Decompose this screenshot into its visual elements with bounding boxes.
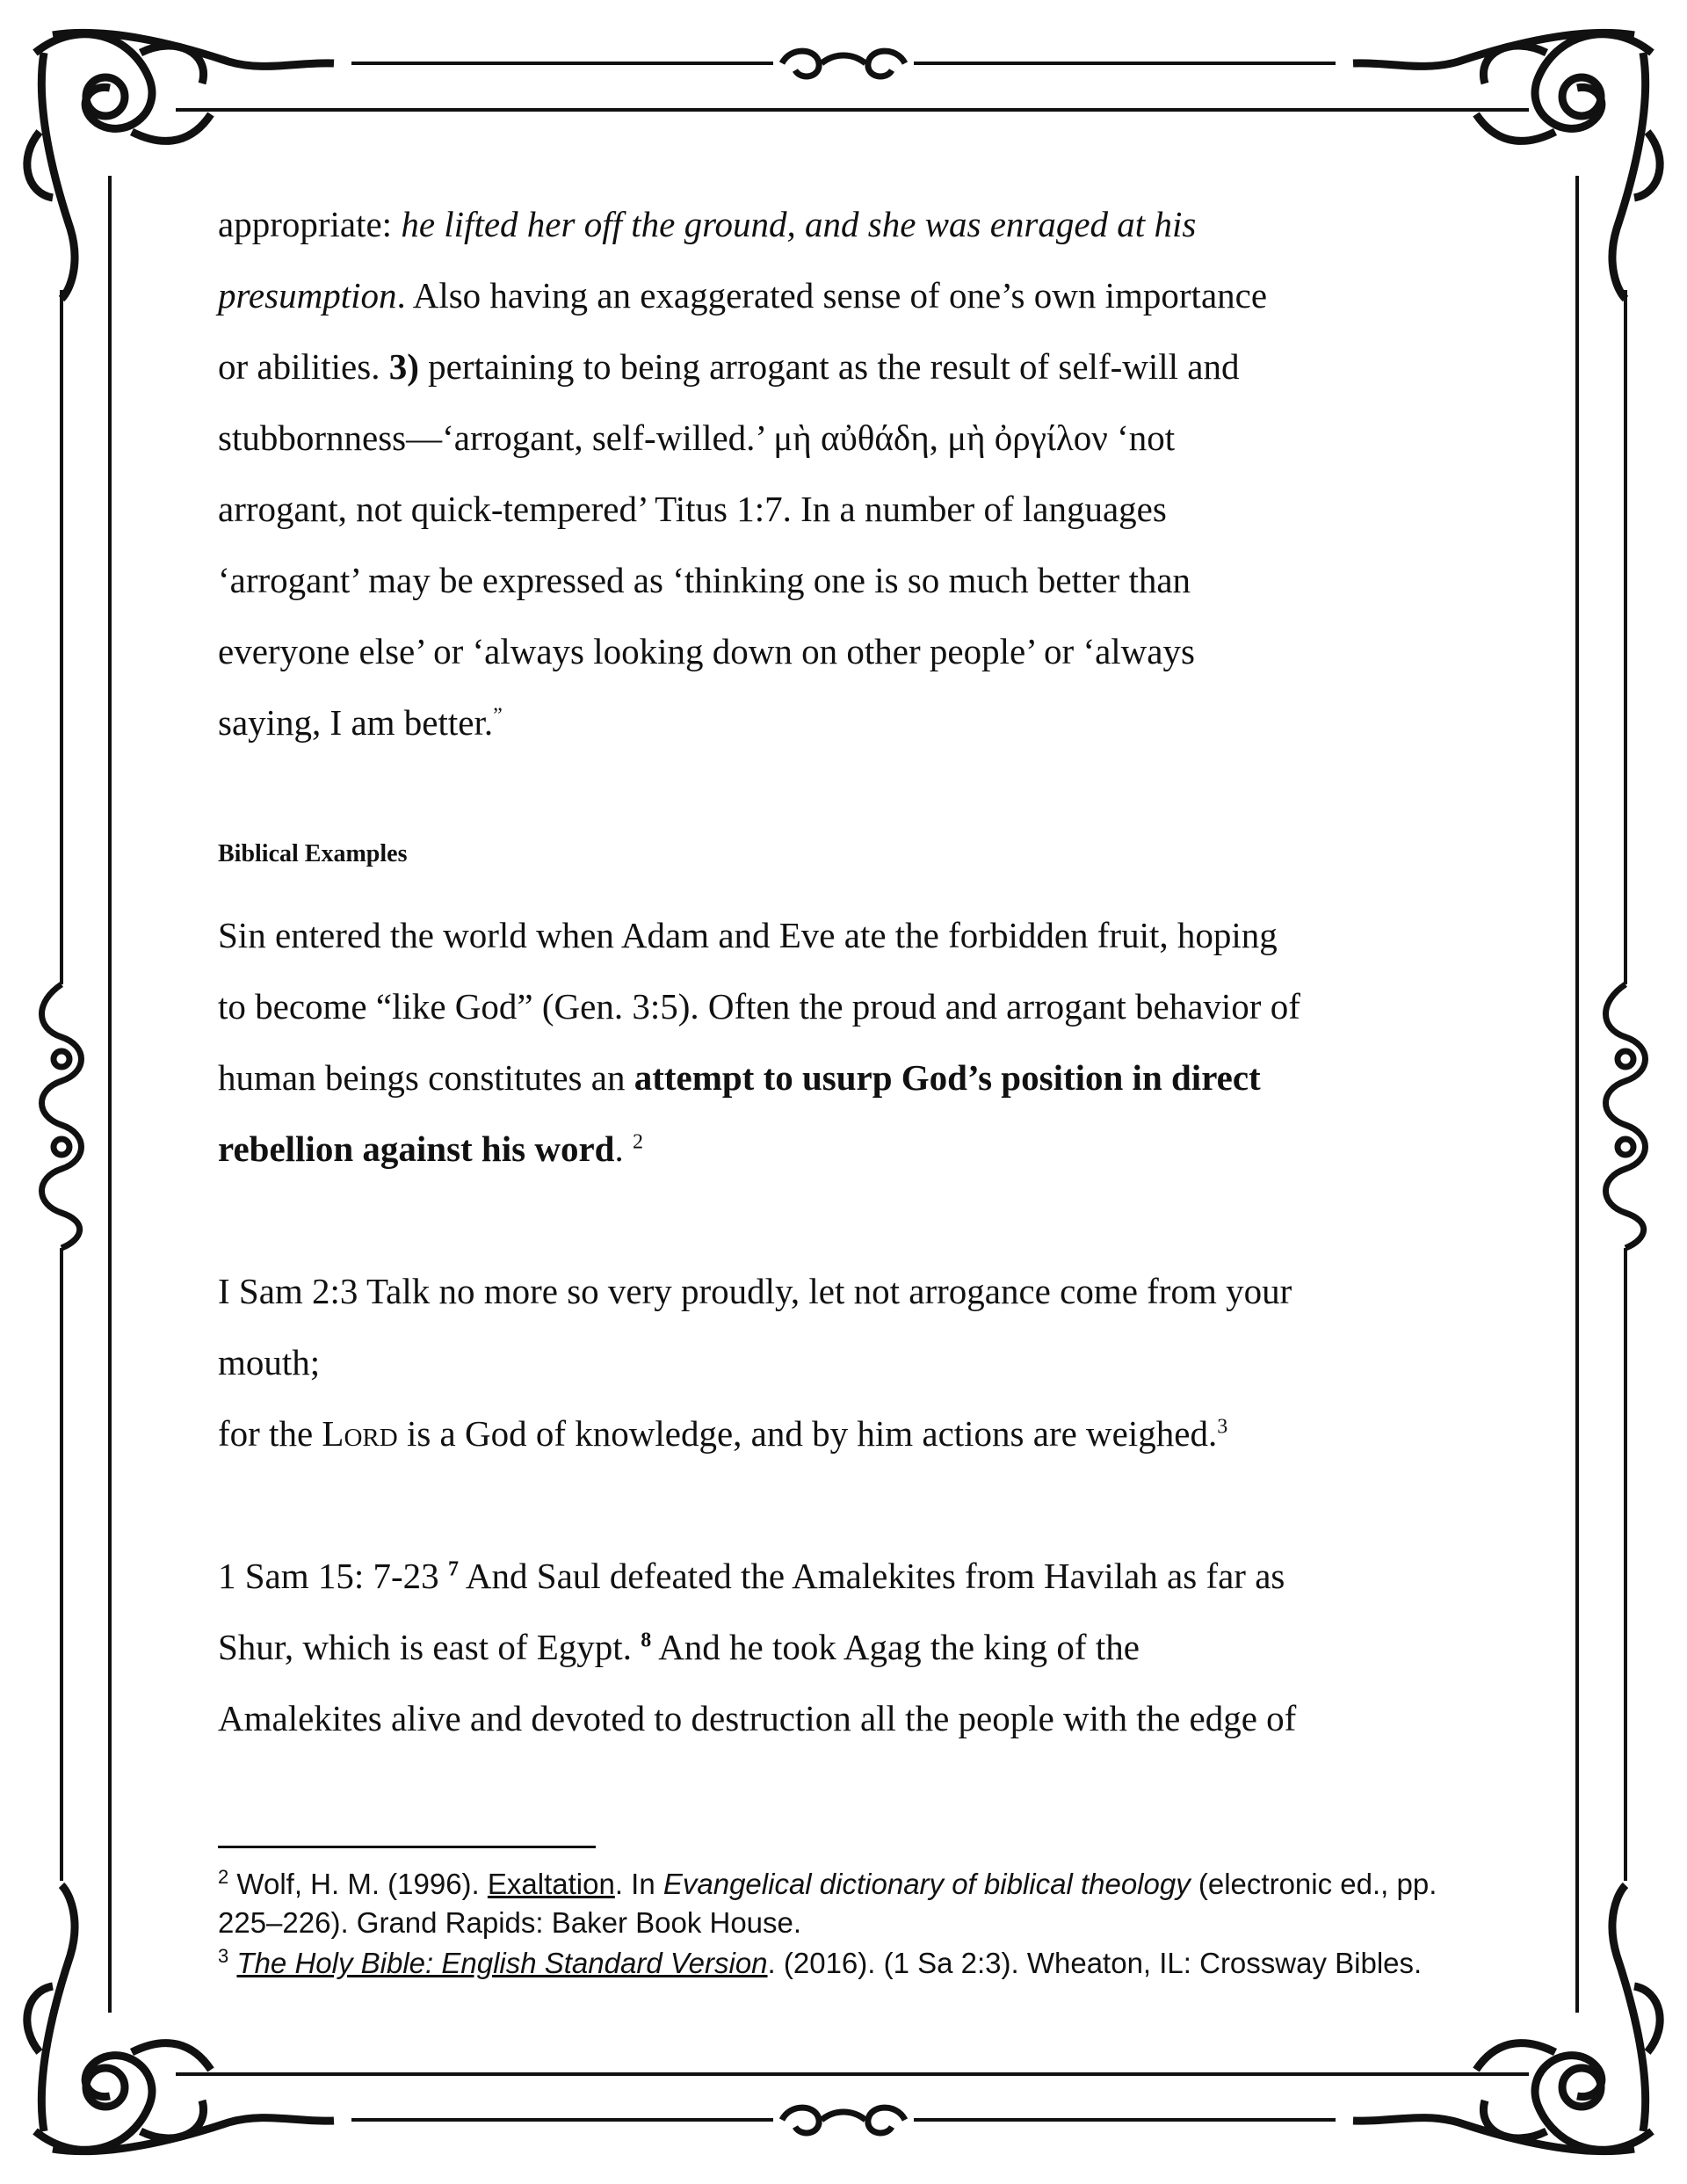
para4-line-1: 1 Sam 15: 7-23 $^7$ And Saul defeated the Amalekites from Havilah as far as bbox=[218, 1556, 1285, 1596]
para3-line-1: I Sam 2:3 Talk no more so very proudly, let not arrogance come from your bbox=[218, 1271, 1292, 1311]
side-ornament-right bbox=[1606, 984, 1646, 1248]
para4-line-2: Shur, which is east of Egypt. $^8$ And he took Agag the king of the bbox=[218, 1627, 1140, 1667]
footnote-ref-2[interactable]: 2 bbox=[632, 1130, 643, 1154]
center-ornament-top bbox=[782, 51, 905, 76]
para2-line-3: human beings constitutes an attempt to usurp God’s position in direct bbox=[218, 1057, 1261, 1098]
para3-line-3: for the Lord is a God of knowledge, and by him actions are weighed.$^3$ bbox=[218, 1413, 1228, 1454]
para1-line-5: arrogant, not quick-tempered’ Titus 1:7. In a number of languages bbox=[218, 489, 1167, 529]
para1-line-3: or abilities. 3) pertaining to being arrogant as the result of self-will and bbox=[218, 346, 1240, 387]
para2-line-4: rebellion against his word. $^2$ bbox=[218, 1128, 643, 1169]
section-heading: Biblical Examples bbox=[218, 840, 408, 867]
footnote-3: $^3$ The Holy Bible: English Standard Version. (2016). (1 Sa 2:3). Wheaton, IL: Crossway Bibles. bbox=[218, 1945, 1423, 1979]
footnote-3-link[interactable]: The Holy Bible: English Standard Version bbox=[236, 1947, 768, 1979]
para2-line-2: to become “like God” (Gen. 3:5). Often the proud and arrogant behavior of bbox=[218, 986, 1300, 1027]
para1-line-6: ‘arrogant’ may be expressed as ‘thinking one is so much better than bbox=[218, 560, 1191, 600]
footnote-ref-3[interactable]: 3 bbox=[1217, 1415, 1228, 1439]
footnote-2-link[interactable]: Exaltation bbox=[487, 1868, 615, 1900]
side-ornament-left bbox=[42, 984, 82, 1248]
footnote-separator bbox=[218, 1846, 596, 1848]
para1-line-2: presumption. Also having an exaggerated sense of one’s own importance bbox=[218, 275, 1268, 316]
corner-flourish-top-right bbox=[1353, 33, 1660, 299]
para3-line-2: mouth; bbox=[218, 1342, 321, 1382]
footnote-2-line-2: 225–226). Grand Rapids: Baker Book House. bbox=[218, 1906, 802, 1939]
footnote-2-line-1: $^2$ Wolf, H. M. (1996). Exaltation. In Evangelical dictionary of biblical theology (electronic ed., pp. bbox=[218, 1866, 1437, 1900]
para1-line-8: saying, I am better.” bbox=[218, 702, 503, 743]
para1-line-1: appropriate: he lifted her off the ground, and she was enraged at his bbox=[218, 204, 1197, 244]
corner-flourish-top-left bbox=[27, 33, 334, 299]
para2-line-1: Sin entered the world when Adam and Eve ate the forbidden fruit, hoping bbox=[218, 915, 1278, 955]
corner-flourish-bottom-right bbox=[1353, 1885, 1660, 2151]
para4-line-3: Amalekites alive and devoted to destruction all the people with the edge of bbox=[218, 1698, 1297, 1738]
center-ornament-bottom bbox=[782, 2108, 905, 2133]
para1-line-7: everyone else’ or ‘always looking down on other people’ or ‘always bbox=[218, 631, 1195, 671]
para1-line-4: stubbornness—‘arrogant, self-willed.’ μὴ αὐθάδη, μὴ ὀργίλον ‘not bbox=[218, 417, 1176, 458]
